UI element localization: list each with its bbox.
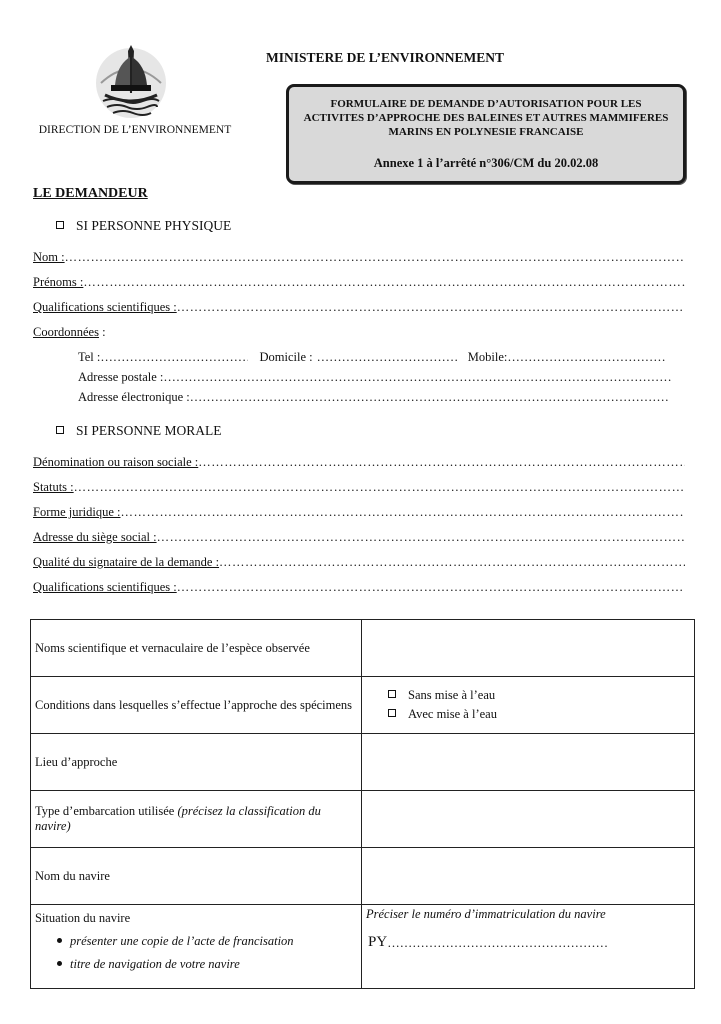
embarcation-label: Type d’embarcation utilisée (précisez la classification du navire) <box>31 791 362 848</box>
option-sans-mise-eau[interactable]: Sans mise à l’eau <box>388 688 690 703</box>
qualifications-morale-field[interactable] <box>33 580 685 595</box>
conditions-options <box>362 677 695 734</box>
section-title: LE DEMANDEUR <box>33 186 148 201</box>
species-input-cell[interactable] <box>362 620 695 677</box>
qualite-signataire-label: Qualité du signataire de la demande : <box>33 555 220 569</box>
table-row <box>31 620 695 677</box>
immatriculation-field[interactable] <box>368 934 690 951</box>
adresse-electronique-label: Adresse électronique : <box>78 390 190 404</box>
nom-navire-label: Nom du navire <box>31 848 362 905</box>
lieu-approche-input-cell[interactable] <box>362 734 695 791</box>
prenoms-field[interactable] <box>33 275 685 290</box>
forme-juridique-field[interactable] <box>33 505 685 520</box>
forme-juridique-label: Forme juridique : <box>33 505 121 519</box>
avec-mise-eau-checkbox[interactable] <box>388 709 396 717</box>
coordonnees-heading: Coordonnées : <box>33 325 106 339</box>
immatriculation-note: Préciser le numéro d’immatriculation du navire <box>366 907 606 921</box>
annex-reference: Annexe 1 à l’arrêté n°306/CM du 20.02.08 <box>373 156 599 170</box>
situation-navire-label: Situation du navire <box>35 911 131 925</box>
embarcation-input-cell[interactable] <box>362 791 695 848</box>
form-title: FORMULAIRE DE DEMANDE D’AUTORISATION POUR LES ACTIVITES D’APPROCHE DES BALEINES ET AUTRES MAMMIFERES MARINS EN POLYNESIE FRANCAISE <box>303 98 669 138</box>
qualifications-physique-field[interactable] <box>33 300 685 315</box>
conditions-label: Conditions dans lesquelles s’effectue l’approche des spécimens <box>31 677 362 734</box>
qualifications-morale-label: Qualifications scientifiques : <box>33 580 177 594</box>
qualite-signataire-field[interactable] <box>33 555 685 570</box>
nom-navire-input-cell[interactable] <box>362 848 695 905</box>
adresse-electronique-field[interactable] <box>78 390 688 405</box>
form-title-box <box>286 84 686 184</box>
prenoms-label: Prénoms : <box>33 275 84 289</box>
option-avec-mise-eau[interactable]: Avec mise à l’eau <box>388 707 690 722</box>
statuts-label: Statuts : <box>33 480 74 494</box>
bullet-titre-navigation: titre de navigation de votre navire <box>35 957 357 972</box>
species-vessel-table <box>30 619 695 989</box>
lieu-approche-label: Lieu d’approche <box>31 734 362 791</box>
phone-row[interactable] <box>78 350 688 365</box>
adresse-siege-field[interactable] <box>33 530 685 545</box>
table-row <box>31 848 695 905</box>
table-row <box>31 734 695 791</box>
mobile-label: Mobile: <box>467 350 508 364</box>
bullet-acte-francisation: présenter une copie de l’acte de francisation <box>35 934 357 949</box>
domicile-label: Domicile : <box>259 350 313 364</box>
morale-heading: SI PERSONNE MORALE <box>56 423 222 439</box>
adresse-postale-field[interactable] <box>78 370 688 385</box>
physique-heading: SI PERSONNE PHYSIQUE <box>56 218 231 234</box>
py-prefix: PY <box>368 934 388 950</box>
french-polynesia-emblem-logo <box>95 45 167 121</box>
nom-field[interactable] <box>33 250 685 265</box>
immatriculation-cell[interactable] <box>362 905 695 989</box>
sans-mise-eau-checkbox[interactable] <box>388 690 396 698</box>
denomination-field[interactable] <box>33 455 685 470</box>
tel-label: Tel : <box>78 350 101 364</box>
adresse-postale-label: Adresse postale : <box>78 370 164 384</box>
statuts-field[interactable] <box>33 480 685 495</box>
denomination-label: Dénomination ou raison sociale : <box>33 455 199 469</box>
table-row <box>31 791 695 848</box>
direction-name: DIRECTION DE L’ENVIRONNEMENT <box>38 124 232 136</box>
species-label: Noms scientifique et vernaculaire de l’espèce observée <box>31 620 362 677</box>
physique-checkbox[interactable] <box>56 221 64 229</box>
table-row <box>31 677 695 734</box>
morale-checkbox[interactable] <box>56 426 64 434</box>
ministry-name: MINISTERE DE L’ENVIRONNEMENT <box>265 50 505 65</box>
qualifications-physique-label: Qualifications scientifiques : <box>33 300 177 314</box>
adresse-siege-label: Adresse du siège social : <box>33 530 157 544</box>
nom-label: Nom : <box>33 250 65 264</box>
situation-navire-cell <box>31 905 362 989</box>
table-row <box>31 905 695 989</box>
